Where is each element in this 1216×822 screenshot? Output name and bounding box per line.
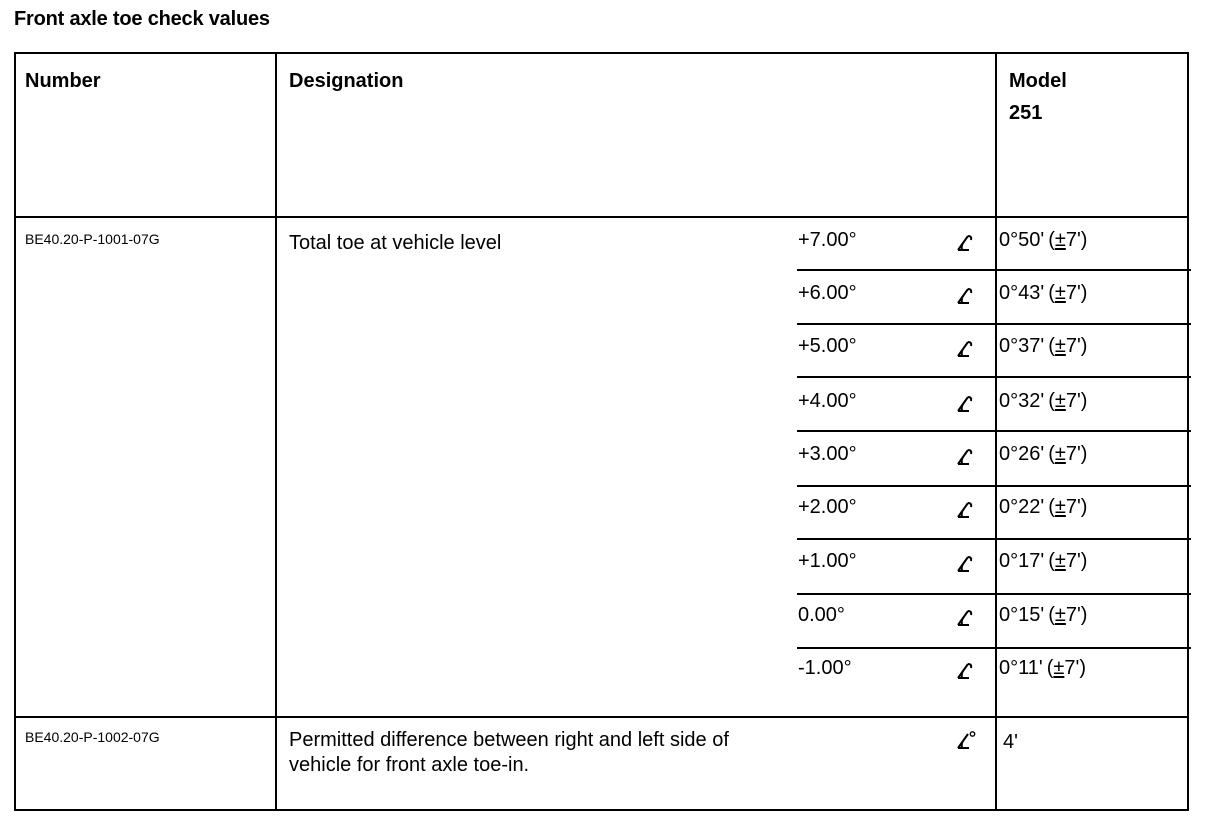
header-designation: Designation xyxy=(289,70,404,92)
toe-angle-icon xyxy=(956,446,976,468)
vehicle-level-angle: -1.00° xyxy=(798,657,852,679)
toe-value-tol-open: ( xyxy=(1048,335,1055,357)
sub-row-divider xyxy=(797,323,1191,325)
toe-angle-icon xyxy=(956,660,976,682)
toe-value-tol-val: 7' xyxy=(1065,496,1081,518)
row-number: BE40.20-P-1002-07G xyxy=(25,729,160,745)
toe-value-tol-val: 7' xyxy=(1065,229,1081,251)
header-model: Model xyxy=(1009,70,1067,92)
sub-row-divider xyxy=(797,647,1191,649)
vehicle-level-angle: +1.00° xyxy=(798,550,857,572)
toe-value-tol-pm: ± xyxy=(1054,604,1066,626)
row-designation: Total toe at vehicle level xyxy=(289,232,502,254)
sub-row-divider xyxy=(797,593,1191,595)
vehicle-level-angle: +3.00° xyxy=(798,443,857,465)
toe-value xyxy=(999,335,1087,358)
toe-value-tol-pm: ± xyxy=(1054,282,1066,304)
row-divider xyxy=(16,716,1187,718)
toe-value-tol-close: ) xyxy=(1080,443,1088,465)
toe-value-tol-val: 7' xyxy=(1065,335,1081,357)
toe-value-tol-val: 7' xyxy=(1065,550,1081,572)
toe-value-tol-pm: ± xyxy=(1054,390,1066,412)
toe-value-value: 0°43' xyxy=(999,282,1045,304)
angle-degree-icon xyxy=(956,730,976,752)
vehicle-level-angle: +4.00° xyxy=(798,390,857,412)
toe-value-tol-pm: ± xyxy=(1054,335,1066,357)
toe-value xyxy=(999,496,1087,519)
header-model-number: 251 xyxy=(1009,102,1043,124)
toe-value-tol-close: ) xyxy=(1080,496,1088,518)
toe-value xyxy=(999,390,1087,413)
sub-row-divider xyxy=(797,376,1191,378)
toe-value-tol-open: ( xyxy=(1048,282,1055,304)
vehicle-level-angle: +5.00° xyxy=(798,335,857,357)
toe-value-tol-close: ) xyxy=(1080,604,1088,626)
toe-value-tol-pm: ± xyxy=(1054,443,1066,465)
toe-value-tol-open: ( xyxy=(1048,550,1055,572)
sub-row-divider xyxy=(797,538,1191,540)
toe-angle-icon xyxy=(956,499,976,521)
toe-value-tol-pm: ± xyxy=(1054,496,1066,518)
toe-value xyxy=(999,282,1087,305)
toe-angle-icon xyxy=(956,338,976,360)
toe-value-tol-close: ) xyxy=(1079,657,1086,679)
vehicle-level-angle: +7.00° xyxy=(798,229,857,251)
toe-value-tol-val: 7' xyxy=(1065,604,1081,626)
toe-value xyxy=(999,550,1087,573)
vehicle-level-angle: 0.00° xyxy=(798,604,845,626)
toe-value-tol-val: 7' xyxy=(1065,282,1081,304)
toe-value-tol-val: 7' xyxy=(1065,390,1081,412)
toe-angle-icon xyxy=(956,285,976,307)
toe-value-tol-close: ) xyxy=(1080,390,1088,412)
toe-value-tol-val: 7' xyxy=(1065,443,1081,465)
toe-value-value: 0°22' xyxy=(999,496,1045,518)
toe-value-value: 0°37' xyxy=(999,335,1045,357)
toe-angle-icon xyxy=(956,607,976,629)
sub-row-divider xyxy=(797,485,1191,487)
toe-value-value: 0°17' xyxy=(999,550,1045,572)
header-number: Number xyxy=(25,70,101,92)
row-number: BE40.20-P-1001-07G xyxy=(25,231,160,247)
toe-angle-icon xyxy=(956,393,976,415)
toe-value xyxy=(999,443,1087,466)
document-title: Front axle toe check values xyxy=(14,8,270,30)
vehicle-level-angle: +2.00° xyxy=(798,496,857,518)
toe-value-tol-open: ( xyxy=(1048,390,1055,412)
toe-value xyxy=(999,604,1087,627)
permitted-difference-value: 4' xyxy=(1003,731,1018,753)
toe-angle-icon xyxy=(956,232,976,254)
toe-value-value: 0°50' xyxy=(999,229,1045,251)
designation-line: vehicle for front axle toe-in. xyxy=(289,754,530,776)
sub-row-divider xyxy=(797,269,1191,271)
toe-value-tol-pm: ± xyxy=(1054,550,1066,572)
toe-value-tol-open: ( xyxy=(1048,604,1055,626)
toe-value xyxy=(999,657,1086,680)
toe-value-tol-close: ) xyxy=(1080,229,1088,251)
column-divider xyxy=(275,54,277,809)
toe-value-tol-pm: ± xyxy=(1054,229,1066,251)
toe-value-tol-close: ) xyxy=(1080,335,1088,357)
toe-angle-icon xyxy=(956,553,976,575)
toe-value xyxy=(999,229,1087,252)
toe-value-value: 0°32' xyxy=(999,390,1045,412)
toe-value-tol-pm: ± xyxy=(1053,657,1065,679)
toe-value-value: 0°11' xyxy=(999,657,1043,679)
toe-value-tol-open: ( xyxy=(1048,496,1055,518)
toe-value-tol-close: ) xyxy=(1080,282,1088,304)
sub-row-divider xyxy=(797,430,1191,432)
toe-value-tol-open: ( xyxy=(1048,229,1055,251)
row-designation xyxy=(289,728,729,778)
toe-value-tol-open: ( xyxy=(1048,443,1055,465)
toe-values-table xyxy=(14,52,1189,811)
toe-value-tol-val: 7' xyxy=(1064,657,1080,679)
designation-line: Permitted difference between right and left side of xyxy=(289,729,729,751)
vehicle-level-angle: +6.00° xyxy=(798,282,857,304)
toe-value-value: 0°15' xyxy=(999,604,1045,626)
toe-value-value: 0°26' xyxy=(999,443,1045,465)
toe-value-tol-open: ( xyxy=(1046,657,1054,679)
toe-value-tol-close: ) xyxy=(1080,550,1088,572)
row-divider xyxy=(16,216,1187,218)
